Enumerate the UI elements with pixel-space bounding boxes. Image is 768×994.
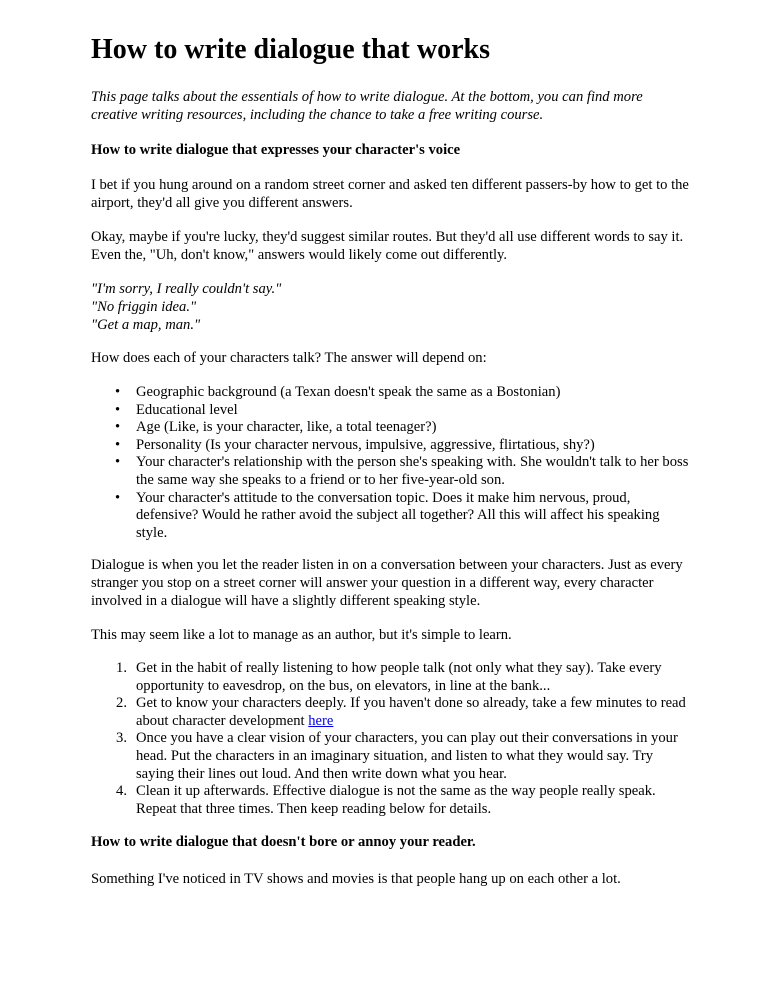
- quote-line: "I'm sorry, I really couldn't say.": [91, 281, 282, 297]
- list-number: 2.: [116, 695, 127, 712]
- list-item: 2. Get to know your characters deeply. If you haven't done so already, take a few minutes to read about character development here: [91, 695, 691, 730]
- factors-bullet-list: [91, 384, 691, 542]
- paragraph-hang-up: Something I've noticed in TV shows and movies is that people hang up on each other a lot.: [91, 871, 621, 887]
- list-item: • Your character's relationship with the person she's speaking with. She wouldn't talk to her boss the same way she speaks to a friend or to her five-year-old son.: [115, 454, 689, 488]
- bullet-icon: •: [115, 489, 121, 506]
- paragraph-dialogue-definition: Dialogue is when you let the reader listen in on a conversation between your characters. Just as every stranger you stop on a street corner will answer your question in a different way, every character involved in a dialogue will have a slightly different speaking style.: [91, 557, 683, 609]
- bullet-icon: •: [115, 384, 121, 400]
- section-heading-voice: How to write dialogue that expresses your character's voice: [91, 142, 461, 158]
- page-title: How to write dialogue that works: [91, 34, 490, 65]
- list-item: • Personality (Is your character nervous, impulsive, aggressive, flirtatious, shy?): [115, 436, 595, 453]
- quote-block: [91, 280, 691, 334]
- paragraph-how-talk: How does each of your characters talk? The answer will depend on:: [91, 350, 487, 366]
- quote-line: "Get a map, man.": [91, 317, 201, 333]
- section-heading-bore: How to write dialogue that doesn't bore or annoy your reader.: [91, 834, 476, 850]
- paragraph-street-corner: I bet if you hung around on a random street corner and asked ten different passers-by how to get to the airport, they'd all give you different answers.: [91, 177, 689, 211]
- list-number: 4.: [116, 783, 127, 800]
- bullet-icon: •: [115, 436, 121, 453]
- list-item: 4. Clean it up afterwards. Effective dialogue is not the same as the way people really speak. Repeat that three times. Then keep reading below for details.: [91, 783, 691, 818]
- list-number: 3.: [116, 730, 127, 747]
- paragraph-simple-to-learn: This may seem like a lot to manage as an author, but it's simple to learn.: [91, 627, 512, 643]
- paragraph-similar-routes: Okay, maybe if you're lucky, they'd suggest similar routes. But they'd all use different words to say it. Even the, "Uh, don't know," answers would likely come out differently.: [91, 229, 684, 263]
- list-item: • Geographic background (a Texan doesn't speak the same as a Bostonian): [115, 384, 561, 400]
- intro-paragraph: This page talks about the essentials of how to write dialogue. At the bottom, you can find more creative writing resources, including the chance to take a free writing course.: [91, 89, 643, 123]
- list-item: 1. Get in the habit of really listening to how people talk (not only what they say). Take every opportunity to eavesdrop, on the bus, on elevators, in line at the bank...: [91, 660, 691, 695]
- character-development-link[interactable]: here: [308, 712, 334, 729]
- quote-line: "No friggin idea.": [91, 299, 197, 315]
- steps-numbered-list: [91, 660, 691, 818]
- list-item: • Your character's attitude to the conversation topic. Does it make him nervous, proud, defensive? Would he rather avoid the subject all together? All this will affect his speaking style.: [115, 489, 660, 541]
- list-item: • Age (Like, is your character, like, a total teenager?): [115, 419, 437, 436]
- bullet-icon: •: [115, 454, 121, 471]
- bullet-icon: •: [115, 401, 121, 418]
- list-item: 3. Once you have a clear vision of your characters, you can play out their conversations in your head. Put the characters in an imaginary situation, and listen to what they would say. Try saying their lines out loud. And then write down what you hear.: [91, 730, 691, 783]
- bullet-icon: •: [115, 419, 121, 436]
- list-item: • Educational level: [115, 401, 238, 418]
- list-number: 1.: [116, 660, 127, 676]
